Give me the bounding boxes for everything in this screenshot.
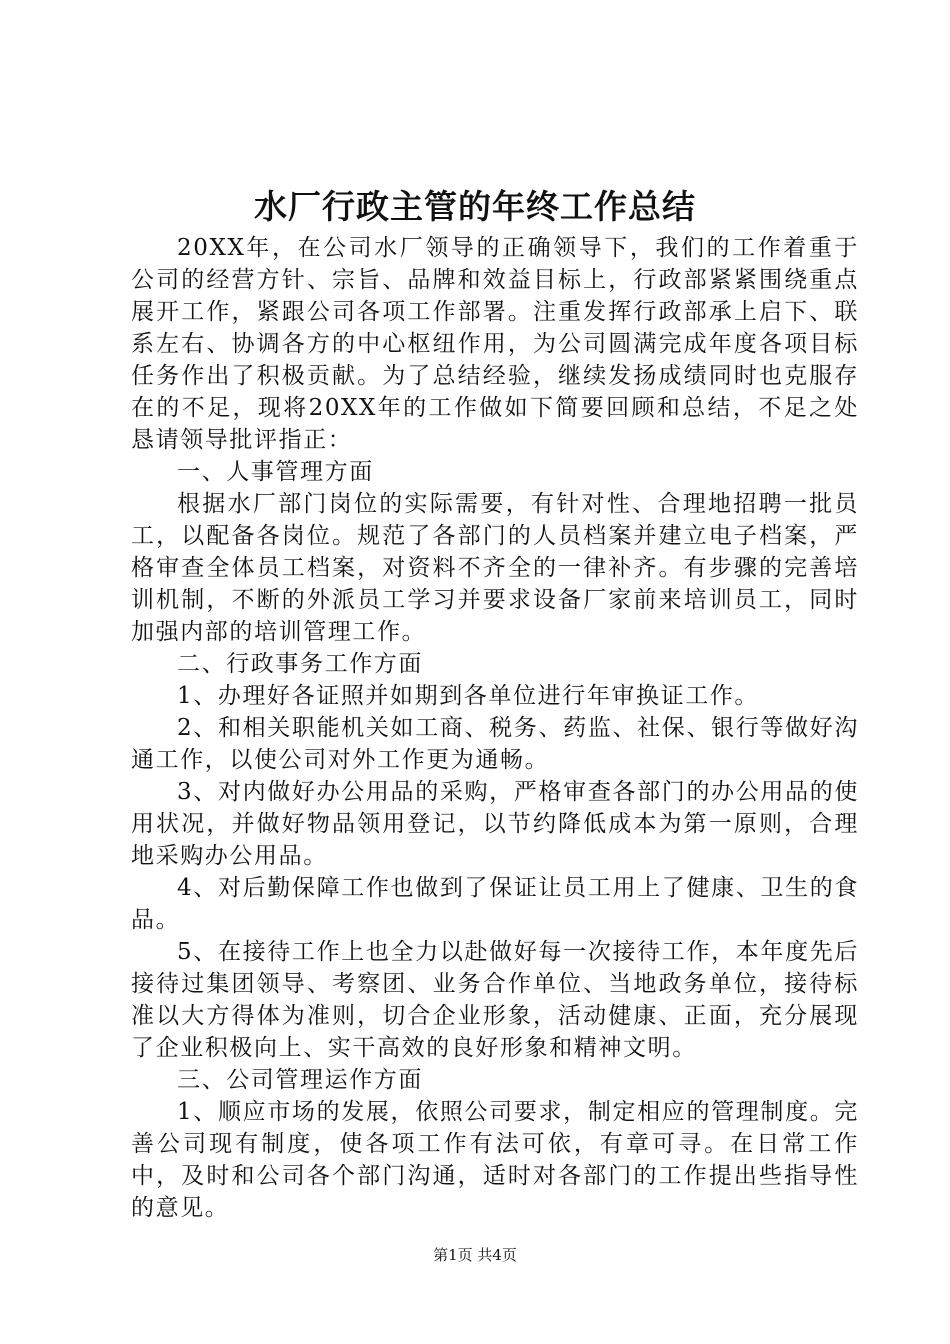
admin-item-1: 1、办理好各证照并如期到各单位进行年审换证工作。 xyxy=(177,683,760,709)
document-body xyxy=(131,232,859,1224)
admin-item-5: 5、在接待工作上也全力以赴做好每一次接待工作，本年度先后接待过集团领导、考察团、业务合作单位、当地政务单位，接待标准以大方得体为准则，切合企业形象，活动健康、正面，充分展现了企业积极向上、实干高效的良好形象和精神文明。 xyxy=(131,939,859,1061)
page-number-footer: 第1页 共4页 xyxy=(433,1246,517,1264)
admin-item-3: 3、对内做好办公用品的采购，严格审查各部门的办公用品的使用状况，并做好物品领用登记，以节约降低成本为第一原则，合理地采购办公用品。 xyxy=(131,779,859,869)
intro-paragraph: 20XX年，在公司水厂领导的正确领导下，我们的工作着重于公司的经营方针、宗旨、品牌和效益目标上，行政部紧紧围绕重点展开工作，紧跟公司各项工作部署。注重发挥行政部承上启下、联系左右、协调各方的中心枢纽作用，为公司圆满完成年度各项目标任务作出了积极贡献。为了总结经验，继续发扬成绩同时也克服存在的不足，现将20XX年的工作做如下简要回顾和总结，不足之处恳请领导批评指正： xyxy=(131,235,859,453)
section-heading-personnel: 一、人事管理方面 xyxy=(177,459,374,485)
document-title: 水厂行政主管的年终工作总结 xyxy=(254,187,696,226)
management-item-1: 1、顺应市场的发展，依照公司要求，制定相应的管理制度。完善公司现有制度，使各项工作有法可依，有章可寻。在日常工作中，及时和公司各个部门沟通，适时对各部门的工作提出些指导性的意见。 xyxy=(131,1099,859,1221)
admin-item-2: 2、和相关职能机关如工商、税务、药监、社保、银行等做好沟通工作，以使公司对外工作更为通畅。 xyxy=(131,715,859,773)
admin-item-4: 4、对后勤保障工作也做到了保证让员工用上了健康、卫生的食品。 xyxy=(131,875,859,933)
section-heading-admin-affairs: 二、行政事务工作方面 xyxy=(177,651,423,677)
section-heading-company-management: 三、公司管理运作方面 xyxy=(177,1067,423,1093)
personnel-paragraph: 根据水厂部门岗位的实际需要，有针对性、合理地招聘一批员工，以配备各岗位。规范了各部门的人员档案并建立电子档案，严格审查全体员工档案，对资料不齐全的一律补齐。有步骤的完善培训机制，不断的外派员工学习并要求设备厂家前来培训员工，同时加强内部的培训管理工作。 xyxy=(131,491,859,645)
